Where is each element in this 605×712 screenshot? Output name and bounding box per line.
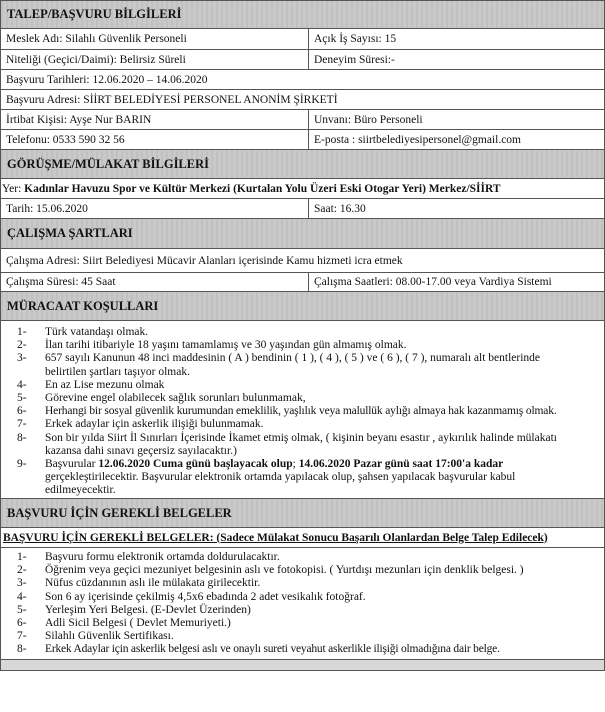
deneyim-cell: Deneyim Süresi:- (308, 50, 604, 69)
nitelik-cell: Niteliği (Geçici/Daimi): Belirsiz Süreli (6, 53, 186, 66)
list-item: 8- Erkek Adaylar için askerlik belgesi aslı ve onaylı sureti veyahut askerlikle ilişiği olmadığına dair belge. (17, 643, 500, 656)
list-item: belirtilen şartları taşıyor olmak. (45, 365, 190, 378)
section-title: BAŞVURU İÇİN GEREKLİ BELGELER (7, 505, 232, 520)
list-item: 6- Herhangi bir sosyal güvenlik kurumundan emeklilik, yaşlılık veya malullük aylığı almaya hak kazanmamış olmak. (17, 405, 557, 418)
section-header-muracaat (0, 292, 605, 321)
footer-band (0, 660, 605, 671)
list-item: 2- İlan tarihi itibariyle 18 yaşını tamamlamış ve 30 yaşından gün almamış olmak. (17, 339, 407, 352)
section-title: TALEP/BAŞVURU BİLGİLERİ (7, 7, 182, 21)
saat-cell: Saat: 16.30 (308, 199, 604, 218)
telefon-cell: Telefonu: 0533 590 32 56 (6, 133, 125, 146)
table-row (0, 179, 605, 199)
calisma-saat-cell: Çalışma Saatleri: 08.00-17.00 veya Vardiya Sistemi (308, 273, 604, 291)
list-item: 1- Türk vatandaşı olmak. (17, 326, 149, 338)
meslek-cell: Meslek Adı: Silahlı Güvenlik Personeli (6, 33, 187, 45)
list-item: 7- Erkek adaylar için askerlik ilişiği bulunmamak. (17, 418, 264, 431)
acik-is-cell: Açık İş Sayısı: 15 (308, 29, 604, 49)
eposta-cell: E-posta : siirtbelediyesipersonel@gmail.com (308, 130, 604, 149)
table-row (0, 90, 605, 110)
table-row (0, 528, 605, 548)
table-row (0, 110, 605, 130)
adres-cell: Başvuru Adresi: SİİRT BELEDİYESİ PERSONEL ANONİM ŞİRKETİ (6, 93, 338, 106)
table-row (0, 29, 605, 50)
list-item: 8- Son bir yılda Siirt İl Sınırları İçerisinde İkamet etmiş olmak, ( kişinin beyanı esastır , aykırılık halinde mülakatı (17, 431, 557, 444)
list-item: 5- Yerleşim Yeri Belgesi. (E-Devlet Üzerinden) (17, 603, 251, 616)
belgeler-subtitle: BAŞVURU İÇİN GEREKLİ BELGELER: (Sadece Mülakat Sonucu Başarılı Olanlardan Belge Talep Edilecek) (3, 531, 548, 544)
list-item: 5- Görevine engel olabilecek sağlık sorunları bulunmamak, (17, 392, 306, 405)
section-title: GÖRÜŞME/MÜLAKAT BİLGİLERİ (7, 156, 210, 171)
tarihler-cell: Başvuru Tarihleri: 12.06.2020 – 14.06.2020 (6, 73, 208, 86)
section-header-talep (0, 0, 605, 29)
list-item: 1- Başvuru formu elektronik ortamda doldurulacaktır. (17, 551, 280, 563)
table-row (0, 70, 605, 90)
tarih-cell: Tarih: 15.06.2020 (6, 202, 88, 215)
unvan-cell: Unvanı: Büro Personeli (308, 110, 604, 129)
calisma-sure-cell: Çalışma Süresi: 45 Saat (6, 276, 116, 288)
list-item: 9- Başvurular 12.06.2020 Cuma günü başlayacak olup; 14.06.2020 Pazar günü saat 17:00'a kadar (17, 458, 504, 471)
list-item: 6- Adli Sicil Belgesi ( Devlet Memuriyeti.) (17, 617, 231, 630)
table-row (0, 50, 605, 70)
list-item: kazansa dahi sınavı geçersiz sayılacaktır.) (45, 444, 237, 457)
list-item: 3- Nüfus cüzdanının aslı ile mülakata girilecektir. (17, 577, 261, 590)
table-row (0, 249, 605, 273)
table-row (0, 130, 605, 150)
list-item: gerçekleştirilecektir. Başvurular elektronik ortamda yapılacak olup, şahsen yapılacak başvurular kabul (45, 471, 516, 484)
section-header-gorusme (0, 150, 605, 179)
calisma-adres-cell: Çalışma Adresi: Siirt Belediyesi Mücavir Alanları içerisinde Kamu hizmeti icra etmek (6, 254, 403, 267)
yer-value: Kadınlar Havuzu Spor ve Kültür Merkezi (Kurtalan Yolu Üzeri Eski Otogar Yeri) Merkez/SİİRT (24, 182, 501, 195)
list-item: 7- Silahlı Güvenlik Sertifikası. (17, 630, 174, 643)
yer-label: Yer: (2, 182, 22, 195)
irtibat-cell: İrtibat Kişisi: Ayşe Nur BARIN (6, 113, 152, 126)
section-header-calisma (0, 219, 605, 249)
list-item: edilmeyecektir. (45, 484, 116, 497)
belgeler-list (0, 548, 605, 660)
list-item: 4- En az Lise mezunu olmak (17, 378, 165, 391)
list-item: 3- 657 sayılı Kanunun 48 inci maddesinin ( A ) bendinin ( 1 ), ( 4 ), ( 5 ) ve ( 6 ), ( 7 ), numaralı alt bentlerinde (17, 352, 541, 365)
yer-cell (1, 179, 604, 198)
section-title: ÇALIŞMA ŞARTLARI (7, 226, 133, 240)
section-header-belgeler (0, 499, 605, 528)
list-item: 2- Öğrenim veya geçici mezuniyet belgesinin aslı ve fotokopisi. ( Yurtdışı mezunları için denklik belgesi. ) (17, 564, 524, 577)
table-row (0, 273, 605, 292)
list-item: 4- Son 6 ay içerisinde çekilmiş 4,5x6 ebadında 2 adet vesikalık fotoğraf. (17, 590, 366, 603)
muracaat-list (0, 321, 605, 499)
table-row (0, 199, 605, 219)
section-title: MÜRACAAT KOŞULLARI (7, 298, 159, 313)
